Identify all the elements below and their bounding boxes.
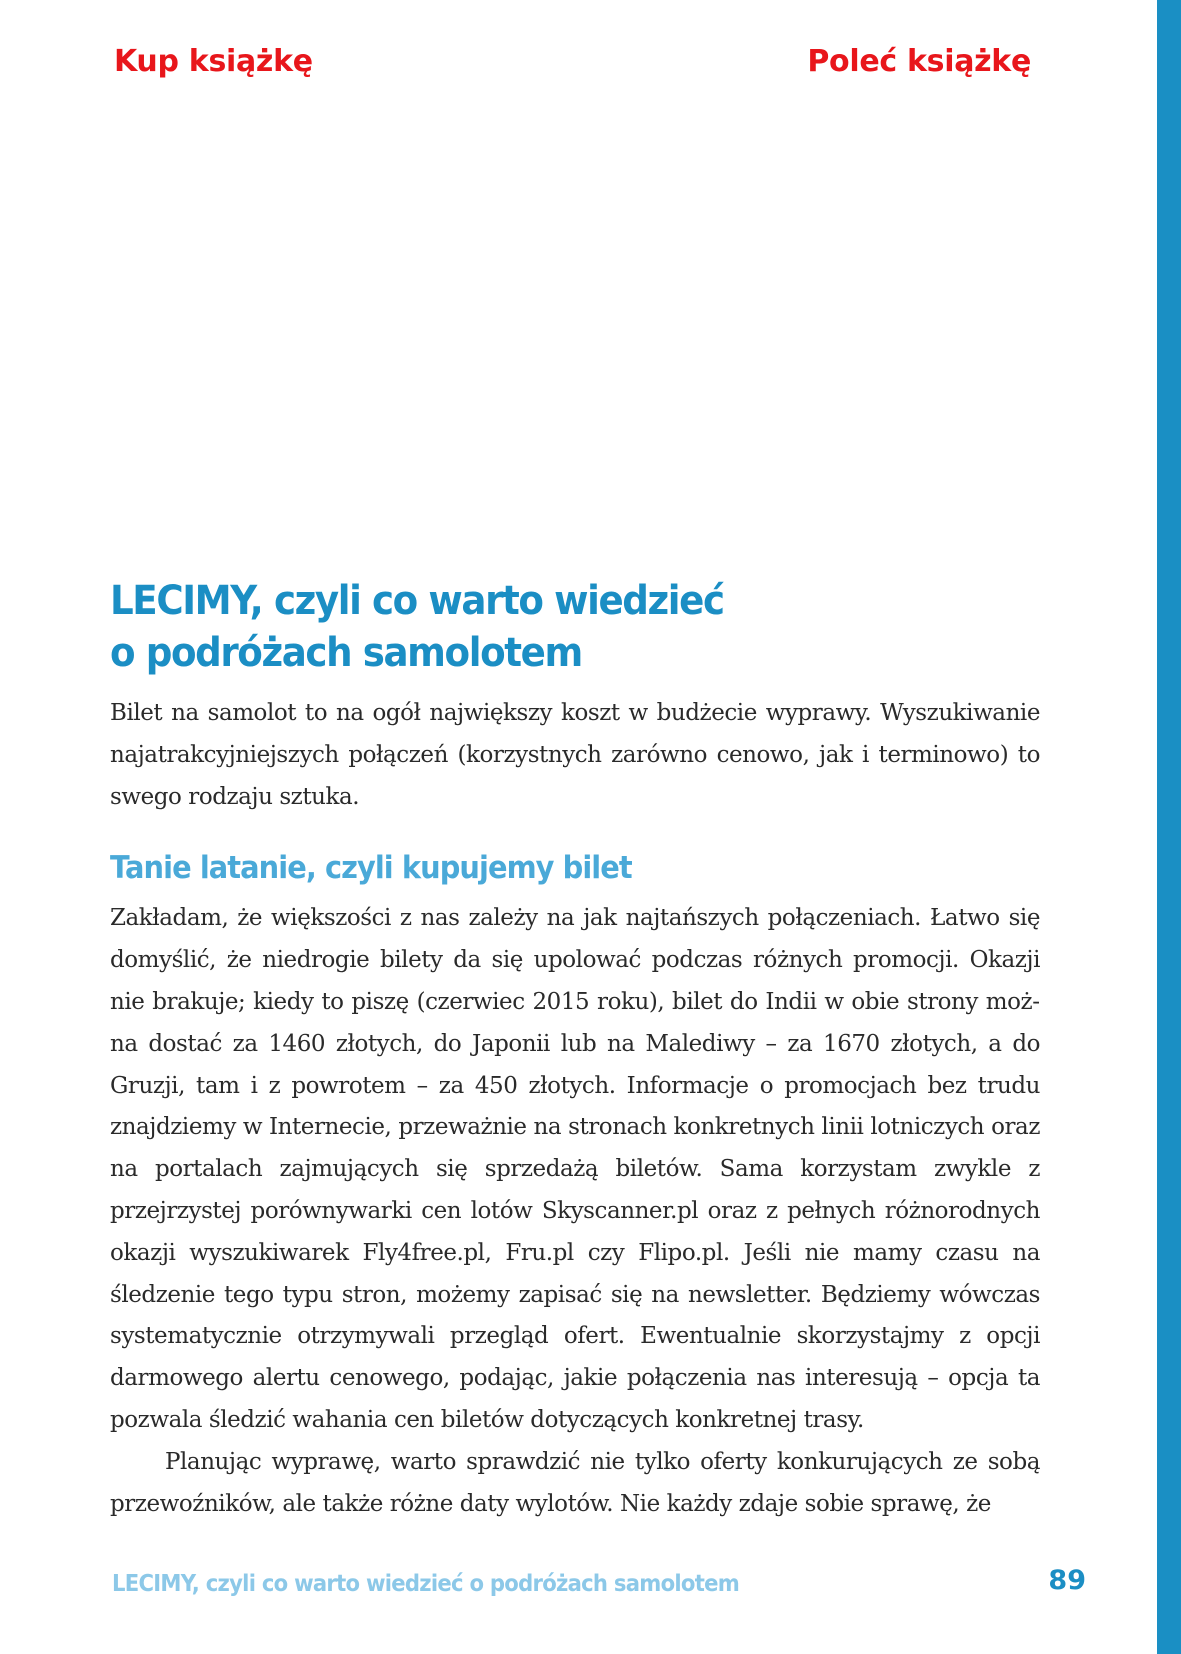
- chapter-title: [110, 575, 975, 679]
- chapter-title-line-1: LECIMY, czyli co warto wiedzieć: [110, 578, 724, 624]
- page-number: 89: [1048, 1565, 1086, 1596]
- body-paragraph-2: Planując wyprawę, warto sprawdzić nie tylko oferty konkurujących ze sobą przewoźników, ale także różne daty wylotów. Nie każdy zdaje sobie sprawę, że: [110, 1448, 1040, 1517]
- running-footer-title: LECIMY, czyli co warto wiedzieć o podróżach samolotem: [112, 1571, 740, 1597]
- buy-book-link[interactable]: Kup książkę: [114, 44, 313, 79]
- chapter-title-line-2: o podróżach samolotem: [110, 630, 582, 676]
- body-paragraph-1: Zakładam, że większości z nas zależy na jak najtańszych połączeniach. Łatwo się domyślić, że niedrogie bilety da się upolować podczas różnych promocji. Okazji nie brakuje; kiedy to piszę (czerwiec 2015 roku), bilet do Indii w obie strony można dostać za 1460 złotych, do Japonii lub na Malediwy – za 1670 złotych, a do Gruzji, tam i z powrotem – za 450 złotych. Informacje o promocjach bez trudu znajdziemy w Internecie, przeważnie na stronach konkretnych linii lotniczych oraz na portalach zajmujących się sprzedażą biletów. Sama korzystam zwykle z przejrzystej porównywarki cen lotów Skyscanner.pl oraz z pełnych różnorodnych okazji wyszukiwarek Fly4free.pl, Fru.pl czy Flipo.pl. Jeśli nie mamy czasu na śledzenie tego typu stron, możemy zapisać się na newsletter. Będziemy wówczas systematycznie otrzymywali przegląd ofert. Ewentualnie skorzystajmy z opcji darmowego alertu cenowego, podając, jakie połączenia nas interesują – opcja ta pozwala śledzić wahania cen biletów dotyczących konkretnej trasy.: [110, 905, 1040, 1433]
- page-content: [110, 575, 1040, 1525]
- side-color-bar: [1157, 0, 1181, 1654]
- section-title: Tanie latanie, czyli kupujemy bilet: [110, 850, 632, 887]
- recommend-book-link[interactable]: Poleć książkę: [807, 44, 1031, 79]
- chapter-intro-paragraph: Bilet na samolot to na ogół największy koszt w budżecie wyprawy. Wyszukiwanie najatrakcyjniejszych połączeń (korzystnych zarówno cenowo, jak i terminowo) to swego rodzaju sztuka.: [110, 700, 1040, 810]
